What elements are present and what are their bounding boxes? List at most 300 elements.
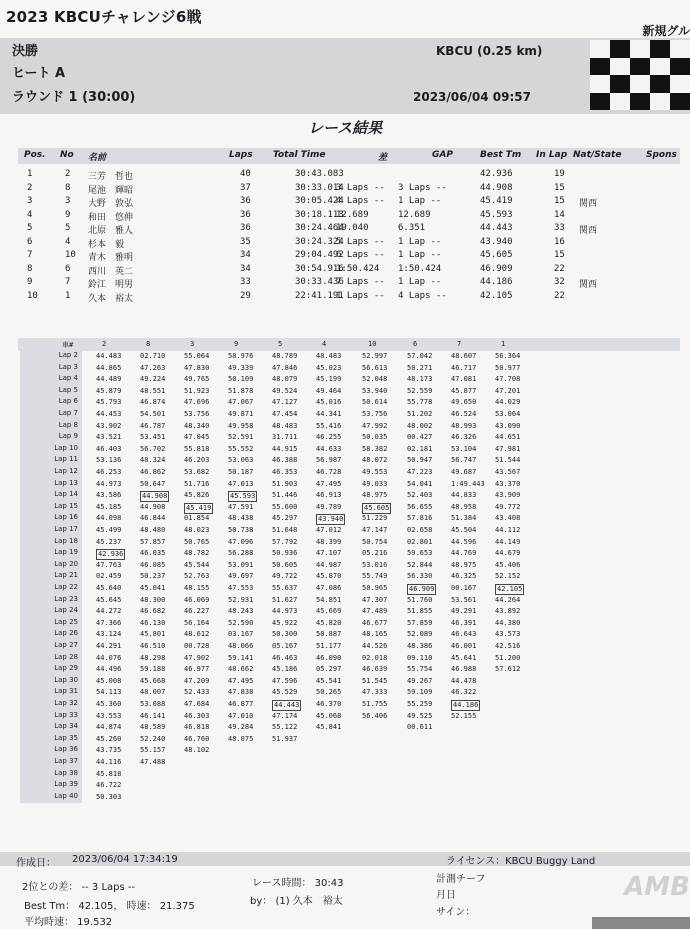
result-diff: 1:50.424 xyxy=(336,263,380,274)
result-pos: 1 xyxy=(27,169,33,179)
lap-time: 03.167 xyxy=(228,630,254,639)
lap-time: 52.152 xyxy=(495,572,521,581)
lap-time: 44.496 xyxy=(96,665,122,674)
lap-time: 58.976 xyxy=(228,352,254,360)
result-pos: 8 xyxy=(27,263,33,274)
lap-label: Lap 8 xyxy=(20,421,82,433)
lap-time: 53.561 xyxy=(451,595,477,604)
lap-time: 44.291 xyxy=(96,642,122,650)
lap-time: 47.201 xyxy=(495,386,521,395)
result-pos: 10 xyxy=(27,290,38,301)
lap-table xyxy=(18,338,680,850)
lap-time: 48.662 xyxy=(228,665,254,674)
lap-time: 50.035 xyxy=(362,433,388,442)
lap-time: 50.947 xyxy=(407,456,433,465)
lap-label: Lap 18 xyxy=(20,537,82,549)
lap-time: 45.870 xyxy=(316,572,342,581)
lap-label: Lap 22 xyxy=(20,583,82,595)
lap-time: 44.908 xyxy=(140,502,166,511)
lap-time: 59.188 xyxy=(140,665,166,674)
lap-time: 45.593 xyxy=(230,492,256,501)
checkered-flag xyxy=(590,40,690,110)
second-diff: 2位との差： -- 3 Laps -- xyxy=(22,882,136,893)
lap-time: 55.600 xyxy=(272,502,298,511)
result-row xyxy=(18,167,680,180)
lap-time: 46.388 xyxy=(272,456,298,465)
result-no: 2 xyxy=(65,169,71,179)
lap-time: 44.029 xyxy=(495,398,521,407)
race-datetime: 2023/06/04 09:57 xyxy=(413,90,531,104)
lap-time: 51.627 xyxy=(272,595,298,604)
result-total: 30:05.424 xyxy=(295,196,344,206)
lap-time: 44.973 xyxy=(96,479,122,488)
col-no: No xyxy=(60,150,74,160)
lap-time: 43.902 xyxy=(96,421,122,430)
lap-time: 49.284 xyxy=(228,723,254,732)
lap-time: 45.041 xyxy=(140,584,166,592)
lap-time: 00.728 xyxy=(184,642,210,650)
lap-time: 05.167 xyxy=(272,642,298,650)
lap-time: 43.735 xyxy=(96,746,122,755)
car-number-header: 6 xyxy=(413,340,418,348)
lap-label: Lap 5 xyxy=(20,386,82,398)
result-inlap: 15 xyxy=(554,182,565,193)
result-laps: 36 xyxy=(240,223,251,233)
lap-time: 50.936 xyxy=(272,549,298,558)
lap-time: 46.085 xyxy=(140,560,166,569)
lap-time: 51.878 xyxy=(228,386,254,395)
lap-time: 48.551 xyxy=(140,386,166,395)
lap-time: 48.079 xyxy=(272,375,298,384)
lap-time: 46.510 xyxy=(140,642,166,650)
lap-label: Lap 36 xyxy=(20,745,82,757)
result-pos: 2 xyxy=(27,182,33,193)
lap-time: 45.016 xyxy=(316,398,342,407)
lap-time: 50.977 xyxy=(495,363,521,372)
lap-time: 49.524 xyxy=(272,386,298,395)
lap-time: 46.844 xyxy=(140,514,166,523)
lap-time: 50.265 xyxy=(316,688,342,697)
result-laps: 34 xyxy=(240,250,251,260)
lap-time: 51.903 xyxy=(272,479,298,488)
lap-time: 46.403 xyxy=(96,444,122,453)
lap-time: 01.854 xyxy=(184,514,210,523)
lap-time: 49.553 xyxy=(362,468,388,476)
lap-time: 44.987 xyxy=(316,560,342,569)
lap-time: 47.223 xyxy=(407,468,433,476)
result-inlap: 32 xyxy=(554,277,565,287)
lap-time: 52.240 xyxy=(140,734,166,743)
lap-time: 44.908 xyxy=(142,492,168,501)
lap-time: 45.801 xyxy=(140,630,166,639)
result-gap: 4 Laps -- xyxy=(398,290,447,301)
lap-time: 53.682 xyxy=(184,468,210,476)
lap-time: 47.127 xyxy=(272,398,298,407)
result-best: 44.186 xyxy=(480,277,513,287)
lap-time: 47.495 xyxy=(228,676,254,685)
lap-time: 51.544 xyxy=(495,456,521,465)
result-inlap: 22 xyxy=(554,290,565,301)
lap-label: Lap 25 xyxy=(20,618,82,630)
lap-time: 45.826 xyxy=(184,491,210,500)
car-number-header: 7 xyxy=(457,340,462,348)
lap-time: 57.042 xyxy=(407,352,433,360)
lap-time: 56.406 xyxy=(362,711,388,720)
lap-time: 46.643 xyxy=(451,630,477,639)
lap-time: 45.199 xyxy=(316,375,342,384)
lap-time: 46.787 xyxy=(140,421,166,430)
lap-time: 50.271 xyxy=(407,363,433,372)
result-laps: 36 xyxy=(240,209,251,220)
lap-time: 52.931 xyxy=(228,595,254,604)
lap-time: 46.463 xyxy=(272,653,298,662)
lap-time: 56.747 xyxy=(451,456,477,465)
lap-time: 49.033 xyxy=(362,479,388,488)
lap-time: 47.830 xyxy=(184,363,210,372)
result-name: 大野 敦弘 xyxy=(88,199,134,209)
lap-time: 42.936 xyxy=(98,550,124,559)
lap-label: Lap 32 xyxy=(20,699,82,711)
lap-time: 45.641 xyxy=(451,653,477,662)
lap-time: 00.427 xyxy=(407,433,433,442)
lap-time: 59.141 xyxy=(228,653,254,662)
car-header-label: 車# xyxy=(62,341,74,349)
lap-time: 02.459 xyxy=(96,572,122,581)
lap-label: Lap 17 xyxy=(20,525,82,537)
lap-time: 45.529 xyxy=(272,688,298,697)
lap-time: 47.081 xyxy=(451,375,477,384)
lap-label: Lap 33 xyxy=(20,711,82,723)
result-row xyxy=(18,275,680,288)
lap-time: 46.524 xyxy=(451,410,477,418)
lap-label: Lap 15 xyxy=(20,502,82,514)
lap-label: Lap 14 xyxy=(20,490,82,502)
lap-time: 48.243 xyxy=(228,607,254,616)
lap-time: 47.763 xyxy=(96,560,122,569)
result-diff: 7 Laps -- xyxy=(336,277,385,287)
lap-time: 45.669 xyxy=(316,607,342,616)
result-laps: 33 xyxy=(240,277,251,287)
lap-time: 45.406 xyxy=(495,560,521,569)
lap-time: 43.567 xyxy=(495,468,521,476)
result-total: 30:24.464 xyxy=(295,223,344,233)
lap-time: 44.186 xyxy=(453,701,479,709)
lap-time: 43.909 xyxy=(495,491,521,500)
lap-time: 45.504 xyxy=(451,526,477,534)
result-no: 1 xyxy=(65,290,71,301)
lap-time: 48.386 xyxy=(407,642,433,650)
lap-time: 42.516 xyxy=(495,642,521,650)
lap-time: 52.844 xyxy=(407,560,433,569)
result-no: 4 xyxy=(65,236,71,247)
lap-time: 46.862 xyxy=(140,468,166,476)
lap-time: 44.341 xyxy=(316,410,342,418)
result-total: 30:54.916 xyxy=(295,263,344,274)
lap-time: 05.297 xyxy=(316,665,342,674)
lap-time: 48.589 xyxy=(140,723,166,732)
lap-time: 43.124 xyxy=(96,630,122,639)
lap-time: 48.483 xyxy=(272,421,298,430)
lap-time: 57.857 xyxy=(140,537,166,546)
page-cutoff xyxy=(592,917,690,929)
lap-time: 45.185 xyxy=(96,502,122,511)
lap-time: 48.066 xyxy=(228,642,254,650)
result-row xyxy=(18,262,680,275)
lap-label: Lap 3 xyxy=(20,363,82,375)
lap-time: 46.255 xyxy=(316,433,342,442)
lap-time: 45.297 xyxy=(272,514,298,523)
lap-time: 44.874 xyxy=(96,723,122,732)
lap-label: Lap 11 xyxy=(20,455,82,467)
lap-time: 52.089 xyxy=(407,630,433,639)
result-total: 30:33.014 xyxy=(295,182,344,193)
lap-time: 50.300 xyxy=(272,630,298,639)
lap-time: 55.818 xyxy=(184,444,210,453)
lap-label: Lap 2 xyxy=(20,351,82,363)
lap-time: 46.874 xyxy=(140,398,166,407)
lap-time: 51.648 xyxy=(272,526,298,534)
lap-time: 48.399 xyxy=(316,537,342,546)
class-name: 新規グル xyxy=(642,24,690,38)
lap-time: 45.068 xyxy=(316,711,342,720)
lap-time: 55.778 xyxy=(407,398,433,407)
lap-time: 50.109 xyxy=(228,375,254,384)
lap-time: 46.130 xyxy=(140,618,166,627)
lap-time: 02.801 xyxy=(407,537,433,546)
result-name: 三芳 哲也 xyxy=(88,172,134,182)
lap-time: 48.072 xyxy=(362,456,388,465)
lap-time: 51.384 xyxy=(451,514,477,523)
lap-time: 44.478 xyxy=(451,676,477,685)
lap-time: 53.451 xyxy=(140,433,166,442)
lap-label: Lap 21 xyxy=(20,571,82,583)
result-name: 杉本 毅 xyxy=(88,239,125,250)
result-no: 10 xyxy=(65,250,76,260)
lap-time: 48.165 xyxy=(362,630,388,639)
lap-time: 51.923 xyxy=(184,386,210,395)
lap-time: 48.007 xyxy=(140,688,166,697)
lap-time: 46.722 xyxy=(96,781,122,790)
lap-label: Lap 38 xyxy=(20,769,82,781)
lap-time: 44.453 xyxy=(96,410,122,418)
result-name: 西川 英二 xyxy=(88,266,134,277)
lap-time: 53.136 xyxy=(96,456,122,465)
lap-time: 52.048 xyxy=(362,375,388,384)
lap-time: 48.173 xyxy=(407,375,433,384)
result-best: 46.909 xyxy=(480,263,513,274)
result-diff: 5 Laps -- xyxy=(336,236,385,247)
lap-time: 55.754 xyxy=(407,665,433,674)
lap-time: 52.403 xyxy=(407,491,433,500)
lap-time: 47.495 xyxy=(316,479,342,488)
lap-time: 46.639 xyxy=(362,665,388,674)
lap-time: 54.113 xyxy=(96,688,122,697)
lap-time: 47.489 xyxy=(362,607,388,616)
lap-label: Lap 10 xyxy=(20,444,82,456)
lap-label: Lap 12 xyxy=(20,467,82,479)
result-best: 43.940 xyxy=(480,236,513,247)
result-best: 45.419 xyxy=(480,196,513,206)
created-date: 2023/06/04 17:34:19 xyxy=(72,854,178,865)
lap-time: 56.613 xyxy=(362,363,388,372)
lap-time: 46.303 xyxy=(184,711,210,720)
results-header xyxy=(18,148,680,164)
lap-label: Lap 16 xyxy=(20,513,82,525)
result-diff: 3 Laps -- xyxy=(336,182,385,193)
lap-time: 45.499 xyxy=(96,526,122,534)
result-diff: 1 Laps -- xyxy=(336,290,385,301)
lap-time: 53.756 xyxy=(184,410,210,418)
lap-table-header xyxy=(18,338,680,351)
lap-time: 45.793 xyxy=(96,398,122,407)
result-laps: 35 xyxy=(240,236,251,247)
lap-time: 59.109 xyxy=(407,688,433,697)
lap-time: 47.553 xyxy=(228,584,254,592)
lap-time: 48.002 xyxy=(407,421,433,430)
car-number-header: 2 xyxy=(102,340,107,348)
timing-chief: 計測チーフ xyxy=(436,874,486,885)
lap-time: 48.023 xyxy=(184,526,210,534)
lap-time: 49.789 xyxy=(316,502,342,511)
lap-time: 43.553 xyxy=(96,711,122,720)
lap-time: 45.668 xyxy=(140,676,166,685)
result-inlap: 15 xyxy=(554,196,565,206)
result-row xyxy=(18,235,680,248)
result-total: 30:33.436 xyxy=(295,277,344,287)
lap-time: 46.227 xyxy=(184,607,210,616)
result-inlap: 16 xyxy=(554,236,565,247)
car-number-header: 5 xyxy=(278,340,283,348)
car-number-header: 9 xyxy=(234,340,239,348)
lap-time: 47.454 xyxy=(272,410,298,418)
lap-label: Lap 37 xyxy=(20,757,82,769)
lap-time: 52.155 xyxy=(451,711,477,720)
lap-time: 49.464 xyxy=(316,386,342,395)
lap-time: 45.541 xyxy=(316,676,342,685)
result-diff: 19.040 xyxy=(336,223,369,233)
lap-time: 52.590 xyxy=(228,618,254,627)
lap-time: 53.088 xyxy=(140,700,166,708)
result-pos: 3 xyxy=(27,196,33,206)
result-no: 9 xyxy=(65,209,71,220)
average-speed: 平均時速： 19.532 xyxy=(24,917,113,928)
result-inlap: 15 xyxy=(554,250,565,260)
lap-time: 45.260 xyxy=(96,734,122,743)
lap-time: 48.975 xyxy=(451,560,477,569)
lap-time: 47.013 xyxy=(228,479,254,488)
lap-time: 49.772 xyxy=(495,502,521,511)
lap-time: 49.291 xyxy=(451,607,477,616)
lap-time: 44.489 xyxy=(96,375,122,384)
lap-time: 45.820 xyxy=(316,618,342,627)
lap-time: 57.816 xyxy=(407,514,433,523)
lap-time: 47.174 xyxy=(272,711,298,720)
lap-time: 46.391 xyxy=(451,618,477,627)
lap-time: 50.237 xyxy=(140,572,166,581)
lap-time: 46.677 xyxy=(362,618,388,627)
result-inlap: 19 xyxy=(554,169,565,179)
result-pos: 9 xyxy=(27,277,33,287)
circuit-label: KBCU (0.25 km) xyxy=(436,44,543,58)
lap-time: 48.340 xyxy=(184,421,210,430)
lap-time: 49.765 xyxy=(184,375,210,384)
result-row xyxy=(18,248,680,261)
result-no: 3 xyxy=(65,196,71,206)
col-diff: 差 xyxy=(378,153,388,163)
lap-time: 52.997 xyxy=(362,352,388,360)
lap-time: 48.300 xyxy=(140,595,166,604)
lap-time: 09.110 xyxy=(407,653,433,662)
lap-time: 46.141 xyxy=(140,711,166,720)
lap-time: 56.702 xyxy=(140,444,166,453)
lap-time: 50.187 xyxy=(228,468,254,476)
lap-time: 51.937 xyxy=(272,734,298,743)
result-laps: 34 xyxy=(240,263,251,274)
lap-time: 46.818 xyxy=(184,723,210,732)
result-inlap: 22 xyxy=(554,263,565,274)
lap-time: 44.380 xyxy=(495,618,521,627)
lap-time: 53.940 xyxy=(362,386,388,395)
result-best: 45.593 xyxy=(480,209,513,220)
result-name: 久本 裕太 xyxy=(88,293,134,304)
lap-time: 56.987 xyxy=(316,456,342,465)
lap-time: 43.408 xyxy=(495,514,521,523)
lap-time: 45.419 xyxy=(186,503,212,512)
result-total: 22:41.191 xyxy=(295,290,344,301)
lap-label: Lap 7 xyxy=(20,409,82,421)
lap-time: 57.792 xyxy=(272,537,298,546)
result-row xyxy=(18,194,680,207)
result-name: 鈴江 明男 xyxy=(88,280,134,290)
lap-time: 51.229 xyxy=(362,514,388,523)
lap-label: Lap 20 xyxy=(20,560,82,572)
lap-time: 51.202 xyxy=(407,410,433,418)
lap-label: Lap 34 xyxy=(20,722,82,734)
lap-time: 46.977 xyxy=(184,665,210,674)
col-laps: Laps xyxy=(229,150,253,160)
lap-time: 52.591 xyxy=(228,433,254,442)
lap-time: 44.679 xyxy=(495,549,521,558)
result-pos: 7 xyxy=(27,250,33,260)
lap-time: 45.922 xyxy=(272,618,298,627)
lap-time: 48.102 xyxy=(184,746,210,755)
lap-time: 55.064 xyxy=(184,352,210,360)
lap-time: 44.915 xyxy=(272,444,298,453)
lap-label: Lap 9 xyxy=(20,432,82,444)
month-day: 月日 xyxy=(436,890,456,901)
round-label: ラウンド 1 (30:00) xyxy=(12,90,136,105)
col-inlap: In Lap xyxy=(536,150,568,160)
lap-time: 55.637 xyxy=(272,584,298,592)
lap-label: Lap 29 xyxy=(20,664,82,676)
result-nat: 関西 xyxy=(579,226,598,236)
result-row xyxy=(18,208,680,221)
lap-time: 44.483 xyxy=(96,352,122,360)
lap-time: 47.488 xyxy=(140,758,166,766)
result-best: 44.908 xyxy=(480,182,513,193)
lap-time: 44.116 xyxy=(96,758,122,766)
by-driver: by： (1) 久本 裕太 xyxy=(250,896,343,907)
lap-time: 46.203 xyxy=(184,456,210,465)
lap-label: Lap 35 xyxy=(20,734,82,746)
lap-time: 46.090 xyxy=(316,653,342,662)
lap-time: 45.023 xyxy=(316,363,342,372)
lap-time: 51.177 xyxy=(316,642,342,650)
lap-time: 46.913 xyxy=(316,491,342,500)
lap-time: 1:49.443 xyxy=(451,479,485,488)
lap-time: 46.370 xyxy=(316,700,342,708)
lap-time: 50.738 xyxy=(228,526,254,534)
